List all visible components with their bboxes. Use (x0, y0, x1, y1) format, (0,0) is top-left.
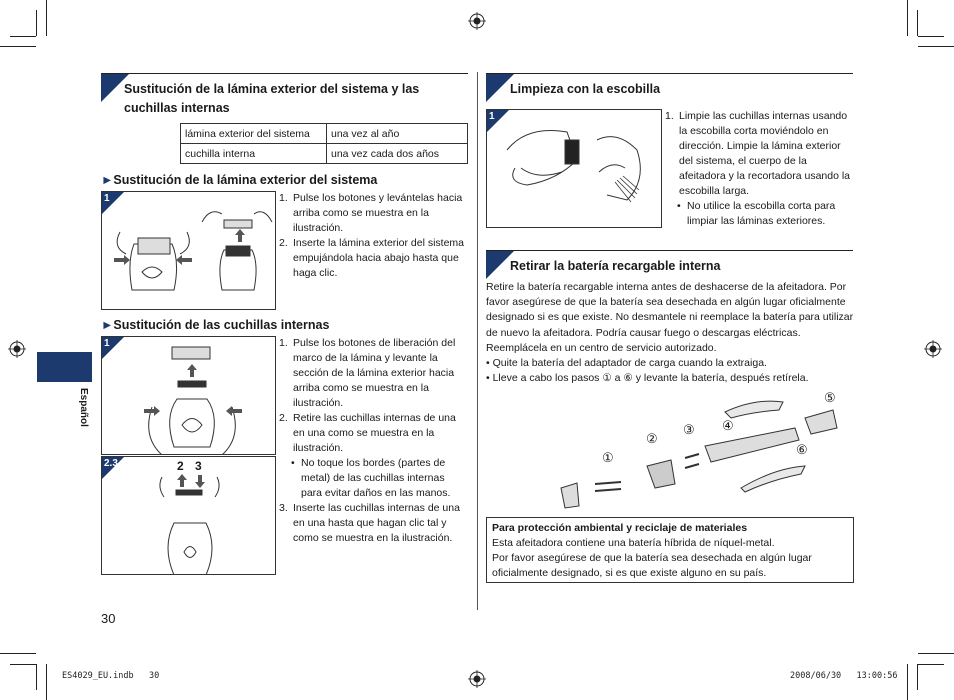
section-title: Sustitución de la lámina exterior del sistema y las cuchillas internas (124, 82, 420, 115)
table-cell: cuchilla interna (181, 144, 327, 164)
figure-blade-release (101, 336, 276, 455)
foil-steps (279, 191, 464, 281)
registration-mark-icon (468, 670, 486, 688)
brush-illustration (487, 110, 662, 228)
shaver-blade-illustration (102, 457, 276, 575)
registration-mark-icon (924, 340, 942, 358)
note-text: Por favor asegúrese de que la batería sea desechada en algún lugar oficialmente designado, si es que existe alguno en su país. (492, 552, 812, 579)
step-bullet: • No toque los bordes (partes de metal) de las cuchillas internas para evitar daños en las manos. (291, 457, 451, 499)
subsection-title-text: Sustitución de la lámina exterior del sistema (113, 173, 378, 187)
arrow-right-icon: ► (101, 173, 114, 187)
step-marker: ③ (683, 422, 695, 437)
step-item: 1. Limpie las cuchillas internas usando la escobilla corta moviéndolo en dirección. Limpie la lámina exterior del sistema, el cuerpo de la afeitadora y la recortadora usando la escobilla larga. (665, 110, 851, 197)
step-marker: ⑥ (796, 442, 808, 457)
step-marker: ① (602, 450, 614, 465)
crop-mark (918, 653, 954, 654)
step-marker: ⑤ (824, 390, 836, 405)
subsection-title-foil (101, 173, 377, 187)
figure-step-number: 3 (195, 459, 202, 473)
shaver-foil-illustration (102, 192, 276, 310)
cleaning-steps (665, 109, 855, 229)
battery-paragraph (486, 280, 854, 386)
step-marker: ② (646, 431, 658, 446)
figure-label: 1 (104, 193, 110, 204)
bullet-text: No utilice la escobilla corta para limpiar las láminas exteriores. (687, 200, 836, 227)
bullet-text: Lleve a cabo los pasos ① a ⑥ y levante la batería, después retírela. (492, 372, 809, 385)
crop-mark (907, 664, 908, 700)
footer-file: ES4029_EU.indb 30 (62, 671, 160, 681)
bullet-item: • Quite la batería del adaptador de carga cuando la extraiga. (486, 357, 767, 370)
figure-label: 1 (104, 338, 110, 349)
crop-mark (918, 664, 944, 665)
crop-mark (46, 0, 47, 36)
crop-mark (918, 36, 944, 37)
subsection-title-blades (101, 318, 329, 332)
subsection-title-text: Sustitución de las cuchillas internas (113, 318, 330, 332)
crop-mark (36, 10, 37, 36)
section-header-battery (486, 250, 853, 278)
crop-mark (917, 664, 918, 690)
crop-mark (0, 46, 36, 47)
environment-note (486, 517, 854, 583)
crop-mark (10, 36, 36, 37)
crop-mark (907, 0, 908, 36)
battery-text: Retire la batería recargable interna antes de deshacerse de la afeitadora. Por favor asegúrese de que la batería sea desechada en algún lugar oficialmente designado si es que existe. No desmantele ni reemplace la batería para utilizar de nuevo la afeitadora. Podría causar fuego o descargas eléctricas. Reemplácela en un centro de servicio autorizado. (486, 281, 854, 354)
figure-foil-replacement (101, 191, 276, 310)
figure-step-number: 2 (177, 459, 184, 473)
table-cell: una vez al año (327, 124, 468, 144)
step-text: Pulse los botones y levántelas hacia arriba como se muestra en la ilustración. (293, 192, 463, 234)
column-divider (477, 72, 478, 610)
arrow-right-icon: ► (101, 318, 114, 332)
section-title: Limpieza con la escobilla (510, 82, 661, 96)
figure-brush-cleaning (486, 109, 662, 228)
step-bullet: • No utilice la escobilla corta para limpiar las láminas exteriores. (677, 200, 836, 227)
bullet-text: No toque los bordes (partes de metal) de las cuchillas internas para evitar daños en las manos. (301, 457, 451, 499)
crop-mark (36, 664, 37, 690)
section-header-cleaning (486, 73, 853, 101)
replacement-schedule-table (180, 123, 468, 164)
crop-mark (917, 10, 918, 36)
page-number: 30 (101, 611, 116, 626)
shaver-frame-illustration (102, 337, 276, 455)
step-item: 1. Pulse los botones de liberación del marco de la lámina y levante la sección de la lámina exterior hacia arriba como se muestra en la ilustración. (279, 337, 456, 409)
step-text: Retire las cuchillas internas de una en una como se muestra en la ilustración. (293, 412, 456, 454)
section-header-replacement (101, 73, 468, 115)
step-item: 1. Pulse los botones y levántelas hacia arriba como se muestra en la ilustración. (279, 192, 463, 234)
registration-mark-icon (8, 340, 26, 358)
step-marker: ④ (722, 418, 734, 433)
note-text: Esta afeitadora contiene una batería híbrida de níquel-metal. (492, 537, 775, 549)
crop-mark (10, 664, 36, 665)
figure-label: 2.3 (104, 458, 118, 469)
language-label: Español (78, 388, 89, 427)
bullet-item: • Lleve a cabo los pasos ① a ⑥ y levante la batería, después retírela. (486, 372, 809, 385)
crop-mark (46, 664, 47, 700)
section-title: Retirar la batería recargable interna (510, 259, 721, 273)
crop-mark (0, 653, 36, 654)
step-text: Inserte la lámina exterior del sistema empujándola hacia abajo hasta que haga clic. (293, 237, 464, 279)
crop-mark (918, 46, 954, 47)
table-cell: lámina exterior del sistema (181, 124, 327, 144)
step-text: Inserte las cuchillas internas de una en una hasta que hagan clic tal y como se muestra en la ilustración. (293, 502, 460, 544)
table-row (181, 144, 468, 164)
blade-steps (279, 336, 464, 546)
figure-blade-remove (101, 456, 276, 575)
registration-mark-icon (468, 12, 486, 30)
table-cell: una vez cada dos años (327, 144, 468, 164)
bullet-text: Quite la batería del adaptador de carga cuando la extraiga. (492, 357, 767, 370)
note-title: Para protección ambiental y reciclaje de materiales (492, 522, 748, 534)
step-item: 2. Inserte la lámina exterior del sistema empujándola hacia abajo hasta que haga clic. (279, 237, 464, 279)
footer-date: 2008/06/30 13:00:56 (790, 671, 898, 681)
figure-label: 1 (489, 111, 495, 122)
step-text: Pulse los botones de liberación del marco de la lámina y levante la sección de la lámina exterior hacia arriba como se muestra en la ilustración. (293, 337, 456, 409)
language-tab (37, 352, 92, 382)
table-row (181, 124, 468, 144)
step-item: 2. Retire las cuchillas internas de una en una como se muestra en la ilustración. (279, 412, 456, 454)
step-text: Limpie las cuchillas internas usando la escobilla corta moviéndolo en dirección. Limpie la lámina exterior del sistema, el cuerpo de la afeitadora y la recortadora usando la escobilla larga. (679, 110, 851, 197)
step-item: 3. Inserte las cuchillas internas de una en una hasta que hagan clic tal y como se muestra en la ilustración. (279, 502, 460, 544)
